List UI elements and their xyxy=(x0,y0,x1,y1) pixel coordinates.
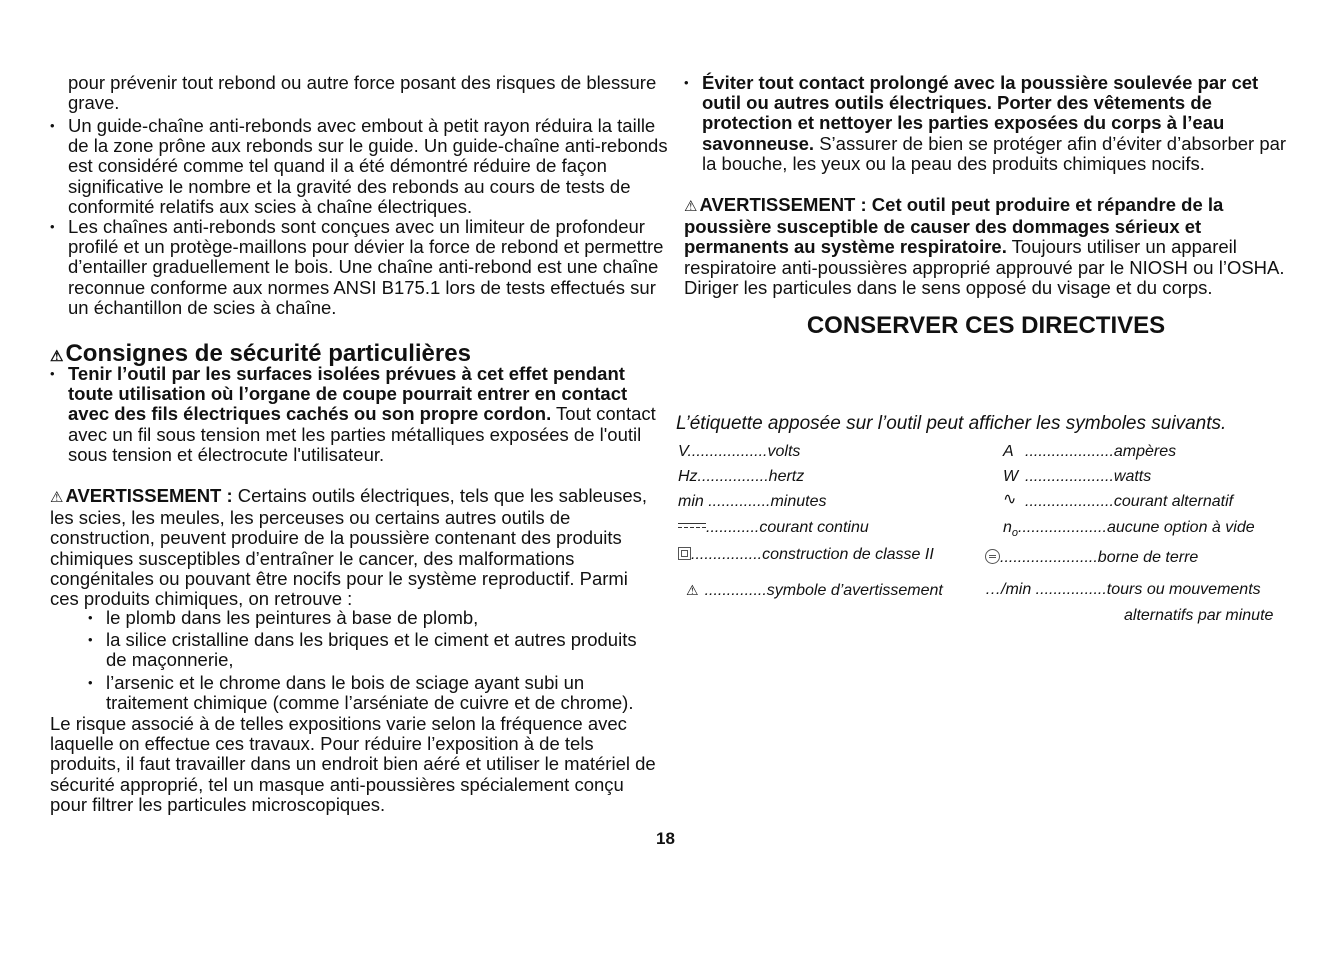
chem-item-silica: • la silice cristalline dans les briques et le ciment et autres produits de maçonnerie, xyxy=(50,630,646,670)
page-number: 18 xyxy=(656,829,675,848)
paragraph-continuation: pour prévenir tout rebond ou autre force posant des risques de blessure grave. xyxy=(68,72,657,114)
conserve-heading-wrap xyxy=(676,312,1296,340)
symbol-alt-current: ....................courant alternatif xyxy=(1025,493,1234,510)
symbol-amperes: ....................ampères xyxy=(1025,443,1177,460)
warning-triangle-icon: ⚠ xyxy=(50,348,64,365)
symbol-rpm-2: alternatifs par minute xyxy=(1124,607,1274,624)
closing-paragraph: Le risque associé à de telles expositions varie selon la fréquence avec laquelle on effectue ces travaux. Pour réduire l’exposition à de tels produits, il faut travailler dans un endroit bien aéré et utiliser le matériel de sécurité approprié, tel un masque anti-poussières spécialement conçu pour filtrer les particules microscopiques. xyxy=(50,713,656,815)
bullet-anti-kickback-chain: • Les chaînes anti-rebonds sont conçues avec un limiteur de profondeur profilé et un protège-maillons pour dévier la force de rebond et permettre d’entailler graduellement le bois. Une chaîne anti-rebond est une chaîne reconnue conforme aux normes ANSI B175.1 lors de tests effectués sur un échantillon de scies à chaîne. xyxy=(50,217,668,318)
symbol-watts: ....................watts xyxy=(1025,468,1152,485)
section-title: Consignes de sécurité particulières xyxy=(65,340,471,367)
bullet-insulated-bold: Tenir l’outil par les surfaces isolées prévues à cet effet pendant toute utilisation où l’organe de coupe pourrait entrer en contact avec des fils électriques cachés ou son propre cordon. xyxy=(68,363,628,425)
warning-triangle-icon: ⚠ xyxy=(686,582,699,598)
bullet-avoid-bold: Éviter tout contact prolongé avec la poussière soulevée par cet outil ou autres outils électriques. Porter des vêtements de protection et nettoyer les parties exposées du corps à l’eau savonneuse. xyxy=(702,72,1259,154)
warning-label: AVERTISSEMENT : xyxy=(65,485,233,506)
bullet-insulated-surfaces xyxy=(50,364,668,465)
symbol-direct-current-row xyxy=(678,518,869,538)
symbol-earth: ......................borne de terre xyxy=(1000,549,1199,566)
bullet-avoid-dust xyxy=(684,73,1300,174)
symbol-rpm: …/min ................tours ou mouvements xyxy=(985,581,1261,598)
symbol-minutes: min ..............minutes xyxy=(678,493,827,510)
symbol-class2-row xyxy=(678,545,934,565)
symbol-no-load: ....................aucune option à vide xyxy=(1018,519,1255,536)
symbol-class2: ................construction de classe II xyxy=(691,546,934,563)
double-square-icon xyxy=(678,547,691,560)
direct-current-icon xyxy=(678,523,706,528)
symbol-hertz: Hz................hertz xyxy=(678,468,805,485)
symbol-earth-row xyxy=(985,548,1198,568)
warning-chemicals xyxy=(50,486,654,609)
warning-text: Certains outils électriques, tels que les sableuses, les scies, les meules, les perceuses ou certains autres outils de construction, peuvent produire de la poussière contenant des produits chimiques susceptibles d’entraîner le cancer, des malformations congénitales ou pouvant être nocifs pour le système reproductif. Parmi ces produits chimiques, on retrouve : xyxy=(50,485,648,610)
chem-item-lead: • le plomb dans les peintures à base de plomb, xyxy=(50,608,686,628)
symbol-warning: ..............symbole d’avertissement xyxy=(704,582,943,599)
no-load-n: n xyxy=(1003,519,1012,536)
bullet-insulated-rest: Tout contact avec un fil sous tension met les parties métalliques exposées de l'outil sous tension et électrocute l'utilisateur. xyxy=(68,403,656,465)
chem-item-arsenic: • l’arsenic et le chrome dans le bois de sciage ayant subi un traitement chimique (comme l’arséniate de cuivre et de chrome). xyxy=(50,673,666,713)
earth-ground-icon xyxy=(985,549,1000,564)
warning-triangle-icon: ⚠ xyxy=(684,198,698,215)
symbol-warning-row xyxy=(686,580,943,601)
bullet-avoid-rest: S’assurer de bien se protéger afin d’éviter d’absorber par la bouche, les yeux ou la peau des produits chimiques nocifs. xyxy=(702,132,1287,174)
symbol-amperes-sym: A xyxy=(1003,443,1014,460)
alternating-current-icon: ∿ xyxy=(1003,491,1017,508)
symbol-no-load-row xyxy=(1003,518,1255,543)
label-intro: L’étiquette apposée sur l’outil peut afficher les symboles suivants. xyxy=(676,413,1227,434)
warning-resp-rest: Toujours utiliser un appareil respiratoire anti-poussières approprié approuvé par le NIOSH ou l’OSHA. Diriger les particules dans le sens opposé du visage et du corps. xyxy=(684,236,1285,298)
symbol-direct-current: ............courant continu xyxy=(706,519,869,536)
bullet-anti-kickback-bar: • Un guide-chaîne anti-rebonds avec embout à petit rayon réduira la taille de la zone prône aux rebonds sur le guide. Un guide-chaîne anti-rebonds est considéré comme tel quand il a été démontré réduire de façon significative le nombre et la gravité des rebonds au cours de tests de conformité relatifs aux scies à chaîne électriques. xyxy=(50,116,668,217)
symbol-volts: V..................volts xyxy=(678,443,801,460)
warning-respiratory xyxy=(684,195,1290,298)
warning-resp-bold: AVERTISSEMENT : Cet outil peut produire et répandre de la poussière susceptible de causer des dommages sérieux et permanents au système respiratoire. xyxy=(684,194,1224,258)
symbol-watts-sym: W xyxy=(1003,468,1019,485)
conserve-heading: CONSERVER CES DIRECTIVES xyxy=(806,312,1166,339)
no-load-o: o xyxy=(1011,527,1019,540)
warning-triangle-icon: ⚠ xyxy=(50,489,64,506)
